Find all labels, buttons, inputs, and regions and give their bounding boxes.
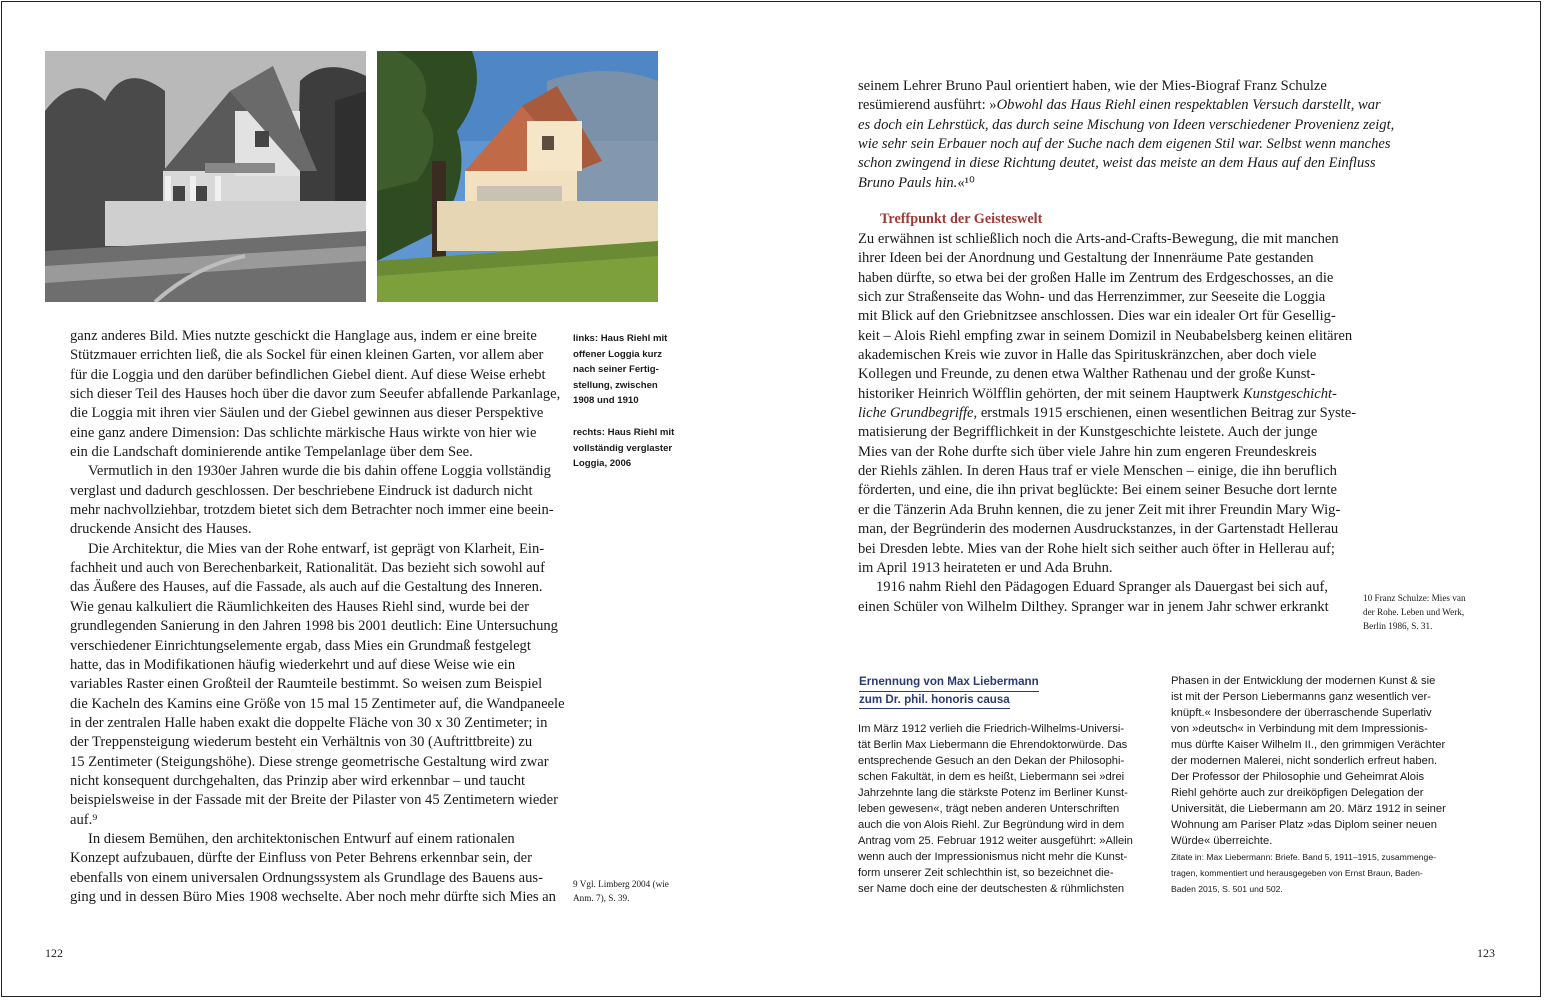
- text-line: form unserer Zeit schlechthin ist, so bezeichnet die-: [858, 866, 1114, 879]
- text-line: ganz anderes Bild. Mies nutzte geschickt die Hanglage aus, indem er eine breite: [70, 328, 537, 344]
- text-line: Vermutlich in den 1930er Jahren wurde die bis dahin offene Loggia vollständig: [88, 463, 551, 480]
- text-line: 1916 nahm Riehl den Pädagogen Eduard Spranger als Dauergast bei sich auf,: [876, 579, 1329, 596]
- text-line: 15 Zentimeter (Steigungshöhe). Diese strenge geometrische Gestaltung wird zwar: [70, 753, 549, 770]
- box-source: tragen, kommentiert und herausgegeben von Ernst Braun, Baden-: [1171, 868, 1423, 879]
- caption-right-photo: rechts: Haus Riehl mit vollständig verglaster Loggia, 2006: [573, 426, 675, 470]
- text-line: keit – Alois Riehl empfing zwar in seinem Domizil in Neubabelsberg keinen elitären: [858, 327, 1353, 344]
- text-line: knüpft.« Insbesondere der überraschende Superlativ: [1171, 706, 1432, 719]
- text-line: Wie genau kalkuliert die Räumlichkeiten des Hauses Riehl sind, wurde bei der: [70, 598, 529, 615]
- box-source: Zitate in: Max Liebermann: Briefe. Band 5, 1911–1915, zusammenge-: [1171, 852, 1436, 863]
- text-line: der Riehls zählen. In deren Haus traf er viele Menschen – einige, die ihn beruflich: [858, 463, 1337, 480]
- text-line: mehr nachvollziehbar, trotzdem bietet sich dem Betrachter noch immer eine beein-: [70, 502, 554, 519]
- text-line: verschiedener Einrichtungselemente ergab, dass Mies ein Grundmaß festgelegt: [70, 637, 531, 654]
- text-line: Zu erwähnen ist schließlich noch die Arts-and-Crafts-Bewegung, die mit manchen: [858, 231, 1339, 247]
- text-line: tät Berlin Max Liebermann die Ehrendoktorwürde. Das: [858, 738, 1128, 751]
- text-line: grundlegenden Sanierung in den Jahren 1998 bis 2001 deutlich: Eine Untersuchung: [70, 618, 558, 635]
- text-line: hatte, das in Modifikationen häufig wiederkehrt und auf diese Weise wie ein: [70, 656, 516, 673]
- text-line: nicht konsequent durchgehalten, das Prinzip aber wird erkennbar – und taucht: [70, 772, 526, 789]
- text-line: seinem Lehrer Bruno Paul orientiert haben, wie der Mies-Biograf Franz Schulze: [858, 78, 1327, 94]
- text-line: In diesem Bemühen, den architektonischen Entwurf auf einem rationalen: [88, 830, 515, 847]
- text-line: auf.⁹: [70, 811, 98, 828]
- text-line: mit Blick auf den Griebnitzsee anschlossen. Dies war ein idealer Ort für Gesellig-: [858, 308, 1336, 325]
- text-line: bei Dresden lebte. Mies van der Rohe hielt sich seither auch öfter in Hellerau auf;: [858, 540, 1335, 557]
- text-line: Würde« überreichte.: [1171, 834, 1273, 847]
- text-line: druckende Ansicht des Hauses.: [70, 521, 252, 538]
- text-line: ein die Landschaft dominierende antike Tempelanlage über dem See.: [70, 444, 473, 461]
- text-line: Kollegen und Freunde, zu denen etwa Walther Rathenau und der große Kunst-: [858, 366, 1316, 383]
- box-column-1: [858, 722, 1163, 897]
- text-line: man, der Begründerin des modernen Ausdruckstanzes, in der Gartenstadt Hellerau: [858, 521, 1339, 538]
- text-line: die Kacheln des Kamins eine Größe von 15 mal 15 Zentimeter auf, die Wandpaneele: [70, 695, 565, 712]
- text-line: haben dürfte, so etwa bei der großen Halle im Zentrum des Erdgeschosses, an die: [858, 269, 1334, 286]
- text-line: für die Loggia und den darüber befindlichen Giebel dient. Auf diese Weise erhebt: [70, 366, 546, 383]
- text-line: ihrer Ideen bei der Anordnung und Gestaltung der Innenräume Pate gestanden: [858, 250, 1314, 267]
- text-line: Die Architektur, die Mies van der Rohe entwarf, ist geprägt von Klarheit, Ein-: [88, 540, 545, 557]
- text-line: variables Raster einen Großteil der Raumteile bestimmt. So weisen zum Beispiel: [70, 676, 543, 693]
- text-line: einen Schüler von Wilhelm Dilthey. Spranger war in jenem Jahr schwer erkrankt: [858, 598, 1329, 615]
- text-line: ser Name doch eine der deutschesten & rühmlichsten: [858, 882, 1125, 895]
- box-heading: Ernennung von Max Liebermann zum Dr. phil. honoris causa: [859, 674, 1039, 709]
- photo-haus-riehl-2006: [377, 51, 658, 302]
- text-line: schon zwingend in diese Richtung deutet, weist das meiste an dem Haus auf den Einfluss: [858, 155, 1376, 172]
- text-line: von »deutsch« in Verbindung mit dem Impressionis-: [1171, 722, 1428, 735]
- text-line: eine ganz andere Dimension: Das schlichte märkische Haus wirkte von hier wie: [70, 424, 537, 441]
- text-line: Phasen in der Entwicklung der modernen Kunst & sie: [1171, 675, 1436, 687]
- box-column-2: [1171, 674, 1481, 897]
- page-number-left: 122: [45, 946, 63, 960]
- text-line: mus dürfte Kaiser Wilhelm II., den grimmigen Verächter: [1171, 738, 1446, 751]
- text-line: es doch ein Lehrstück, das durch seine Mischung von Ideen verschiedener Provenienz zeigt,: [858, 116, 1395, 133]
- text-line: Universität, die Liebermann am 20. März 1912 in seiner: [1171, 802, 1446, 815]
- text-line: sich dieser Teil des Hauses hoch über die davor zum Seeufer abfallende Parkanlage,: [70, 386, 561, 403]
- text-line: Jahrzehnte lang die stärkste Potenz im Berliner Kunst-: [858, 786, 1128, 799]
- text-line: auch die von Alois Riehl. Zur Begründung wird in dem: [858, 818, 1125, 831]
- text-line: ebenfalls von einem universalen Ordnungssystem als Grundlage des Bauens aus-: [70, 869, 543, 886]
- footnote-10: 10 Franz Schulze: Mies van der Rohe. Leben und Werk, Berlin 1986, S. 31.: [1363, 593, 1466, 631]
- text-line: historiker Heinrich Wölfflin gehörten, der mit seinem Hauptwerk Kunstgeschicht-: [858, 385, 1337, 402]
- text-line: Der Professor der Philosophie und Geheimrat Alois: [1171, 770, 1425, 783]
- text-line: Konzept aufzubauen, dürfte der Einfluss von Peter Behrens erkennbar sein, der: [70, 850, 532, 867]
- text-line: der Treppensteigung wiederum besteht ein Verhältnis von 30 (Auftrittbreite) zu: [70, 734, 533, 751]
- text-line: leben gewesen«, trägt neben anderen Unterschriften: [858, 802, 1120, 815]
- left-page-body: [70, 327, 565, 907]
- text-line: resümierend ausführt: »Obwohl das Haus Riehl einen respektablen Versuch darstellt, war: [858, 97, 1381, 114]
- text-line: Antrag vom 25. Februar 1912 weiter ausgeführt: »Allein: [858, 834, 1133, 847]
- text-line: die Loggia mit ihren vier Säulen und der Giebel gewinnen aus dieser Perspektive: [70, 405, 544, 422]
- section-heading: Treffpunkt der Geisteswelt: [880, 211, 1043, 227]
- text-line: wie sehr sein Erbauer noch auf der Suche nach dem eigenen Stil war. Selbst wenn manches: [858, 136, 1391, 153]
- text-line: fachheit und auch von Berechenbarkeit, Rationalität. Das bezieht sich sowohl auf: [70, 560, 545, 577]
- text-line: Wohnung am Pariser Platz »das Diplom seiner neuen: [1171, 818, 1437, 831]
- text-line: Bruno Pauls hin.«¹⁰: [858, 174, 975, 191]
- text-line: schen Fakultät, in dem es heißt, Liebermann sei »drei: [858, 770, 1125, 783]
- text-line: matisierung der Begrifflichkeit in der Kunstgeschichte leistete. Auch der junge: [858, 424, 1318, 441]
- text-line: ist mit der Person Liebermanns ganz wesentlich ver-: [1171, 690, 1431, 703]
- photo-captions: [573, 331, 674, 488]
- text-line: akademischen Kreis wie zuvor in Halle das Spirituskränzchen, aber doch viele: [858, 347, 1317, 364]
- page-number-right: 123: [1477, 946, 1495, 960]
- footnote-9: 9 Vgl. Limberg 2004 (wie Anm. 7), S. 39.: [573, 879, 669, 903]
- text-line: liche Grundbegriffe, erstmals 1915 erschienen, einen wesentlichen Beitrag zur Syste-: [858, 405, 1357, 422]
- right-page-intro: [858, 77, 1395, 193]
- text-line: entsprechende Gesuch an den Dekan der Philosophi-: [858, 754, 1125, 767]
- box-source: Baden 2015, S. 501 und 502.: [1171, 884, 1283, 895]
- text-line: Im März 1912 verlieh die Friedrich-Wilhelms-Universi-: [858, 723, 1125, 735]
- text-line: beispielsweise in der Fassade mit der Breite der Pilaster von 45 Zentimetern wieder: [70, 792, 558, 809]
- text-line: förderten, und eine, die ihn privat beglückte: Bei einem seiner Besuche dort lernte: [858, 482, 1337, 499]
- text-line: Riehl gehörte auch zur dreiköpfigen Delegation der: [1171, 786, 1424, 799]
- text-line: er die Tänzerin Ada Bruhn kennen, die zu jener Zeit mit ihrer Freundin Mary Wig-: [858, 501, 1341, 518]
- text-line: sich zur Straßenseite das Wohn- und das Herrenzimmer, zur Seeseite die Loggia: [858, 289, 1326, 306]
- text-line: Stützmauer errichten ließ, die als Sockel für einen kleinen Garten, vor allem aber: [70, 347, 544, 364]
- right-page-body: [858, 230, 1368, 617]
- text-line: verglast und dadurch geschlossen. Der beschriebene Eindruck ist dadurch nicht: [70, 482, 533, 499]
- text-line: im April 1913 heirateten er und Ada Bruhn.: [858, 559, 1113, 576]
- text-line: das Äußere des Hauses, auf die Fassade, als auch auf die Gestaltung des Inneren.: [70, 579, 543, 596]
- text-line: der modernen Malerei, nicht sonderlich erfreut haben.: [1171, 754, 1438, 767]
- caption-left-photo: links: Haus Riehl mit offener Loggia kurz nach seiner Fertig- stellung, zwischen 1908 und 1910: [573, 333, 668, 407]
- text-line: ging und in dessen Büro Mies 1908 wechselte. Aber noch mehr dürfte sich Mies an: [70, 888, 556, 905]
- photo-haus-riehl-historic: [45, 51, 366, 302]
- text-line: in der zentralen Halle haben exakt die doppelte Fläche von 30 x 30 Zentimeter; in: [70, 714, 548, 731]
- text-line: Mies van der Rohe durfte sich über viele Jahre hin zum engeren Freundeskreis: [858, 443, 1317, 460]
- text-line: wenn auch der Impressionismus nicht mehr die Kunst-: [858, 850, 1128, 863]
